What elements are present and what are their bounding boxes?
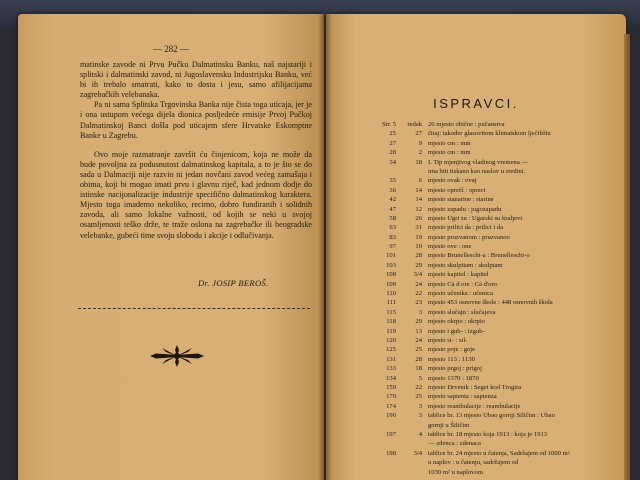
- errata-line: 3: [418, 402, 422, 410]
- errata-page: 63: [389, 224, 396, 232]
- errata-page: 47: [389, 205, 396, 213]
- author-signature: Dr. JOSIP BEROŠ.: [198, 278, 269, 288]
- errata-row: [362, 411, 620, 430]
- errata-page: 174: [386, 402, 396, 410]
- errata-correction: mjesto učenika : učenica: [428, 290, 493, 298]
- errata-line: 23: [415, 299, 422, 307]
- errata-correction: mjesto okrpo : okrpio: [428, 318, 485, 326]
- errata-line: 2: [418, 149, 422, 157]
- errata-row: [362, 242, 620, 251]
- ornament-icon: [146, 344, 208, 368]
- errata-page: 115: [386, 308, 396, 316]
- errata-correction: mjesto Brunelleschi-a : Brunelleschi-o: [428, 252, 530, 260]
- errata-correction: mjesto i gub- : izgub-: [428, 327, 485, 335]
- errata-correction: mjesto prgoj : prigoj: [428, 365, 482, 373]
- paragraph: matinske zavode ni Prvu Pučku Dalmatinsku Banku, naš najstariji i splitski i dalmatinski zavod, ni Jugoslavensku Industrijsku Banku, već bi ih trebalo smatrati, kako to dosta i jesu, samo afilijacijama zagrebačkih velebanaka.: [80, 60, 312, 100]
- errata-line: 25: [415, 393, 422, 401]
- errata-row: [362, 402, 620, 411]
- errata-row: [362, 308, 620, 317]
- errata-line: 29: [415, 261, 422, 269]
- errata-row: [362, 261, 620, 270]
- errata-page: 103: [386, 261, 396, 269]
- errata-row: [362, 280, 620, 289]
- errata-line: 27: [415, 130, 422, 138]
- errata-row: [362, 223, 620, 232]
- errata-page: 101: [386, 252, 396, 260]
- errata-row: [362, 430, 620, 449]
- errata-correction: tablice br. 18 mjesto koja 1913 : koja je 1913 — zdenca : zdenaca: [428, 430, 548, 448]
- errata-correction: mjesto cm : mm: [428, 139, 471, 147]
- errata-list: [362, 120, 620, 477]
- errata-line: 22: [415, 290, 422, 298]
- errata-correction: mjesto Cà d ore : Cà d'oro: [428, 280, 497, 288]
- errata-row: [362, 392, 620, 401]
- errata-page: Str. 5: [382, 121, 396, 128]
- left-page-body: [80, 60, 312, 241]
- page-number: — 282 —: [153, 44, 189, 54]
- errata-correction: mjesto 453 osnovne škole : 448 osnovnih škola: [428, 299, 553, 307]
- errata-page: 58: [389, 214, 396, 222]
- errata-page: 35: [389, 177, 396, 185]
- errata-correction: mjesto stanarine : starine: [428, 196, 494, 204]
- errata-line: 9: [418, 139, 422, 147]
- errata-page: 133: [386, 365, 396, 373]
- errata-row: [362, 374, 620, 383]
- errata-page: 42: [389, 196, 396, 204]
- errata-correction: čitaj: također glasovitom klimatskom lječilištu: [428, 130, 551, 138]
- errata-page: 170: [386, 393, 396, 401]
- errata-line: 5: [418, 374, 422, 382]
- errata-row: [362, 449, 620, 477]
- errata-page: 25: [389, 130, 396, 138]
- errata-row: [362, 383, 620, 392]
- errata-line: 18: [415, 365, 422, 373]
- errata-page: 119: [386, 327, 396, 335]
- errata-correction: mjesto ove : one: [428, 243, 472, 251]
- errata-row: [362, 158, 620, 177]
- errata-row: [362, 289, 620, 298]
- left-page: [18, 14, 324, 480]
- errata-page: 109: [386, 280, 396, 288]
- errata-correction: I. Tip mjenjivog vladinog vremena — ima biti tiskano kao naslov u sredini.: [428, 158, 528, 175]
- errata-correction: mjesto si- : sil-: [428, 337, 468, 344]
- errata-row: [362, 270, 620, 279]
- errata-row: [362, 355, 620, 364]
- errata-row: [362, 176, 620, 185]
- errata-page: 28: [389, 149, 396, 157]
- errata-row: [362, 148, 620, 157]
- errata-correction: mjesto skulpitam : skulptam: [428, 261, 503, 269]
- errata-page: 111: [386, 299, 396, 307]
- errata-correction: tablice br. 13 mjesto Ubao gornji Siličim : Ubao gornji u Šiličim: [428, 412, 555, 429]
- book-gutter: [318, 14, 332, 480]
- errata-page: 120: [386, 337, 396, 344]
- errata-line: 6: [418, 177, 422, 185]
- errata-line: 24: [415, 280, 422, 288]
- errata-correction: mjesto ovak : ovaj: [428, 177, 477, 185]
- errata-title: ISPRAVCI.: [433, 96, 519, 111]
- errata-page: 159: [386, 383, 396, 391]
- errata-row: [362, 317, 620, 326]
- errata-row: [362, 186, 620, 195]
- errata-line: 3/4: [413, 449, 422, 457]
- errata-line: 31: [415, 224, 422, 232]
- errata-row: [362, 336, 620, 345]
- errata-line: 26: [415, 214, 422, 222]
- errata-row: [362, 251, 620, 260]
- errata-correction: mjesto pruzvanom : pruzvanoo: [428, 233, 510, 241]
- errata-correction: mjesto 113 : 1130: [428, 355, 475, 363]
- errata-line: 12: [415, 205, 422, 213]
- errata-correction: mjesto Ugri su : Ugarski su kraljevi: [428, 214, 523, 222]
- errata-line: 14: [415, 186, 422, 194]
- errata-correction: 26 mjesto obične : pučanstva: [428, 121, 505, 128]
- errata-page: 134: [386, 374, 396, 382]
- errata-page: 198: [386, 449, 396, 457]
- errata-line: 28: [415, 252, 422, 260]
- errata-page: 125: [386, 346, 396, 354]
- errata-page: 197: [386, 430, 396, 438]
- errata-row: [362, 364, 620, 373]
- open-book: [18, 14, 630, 480]
- errata-page: 83: [389, 233, 396, 241]
- errata-correction: tablice br. 24 mjesto u čatenja, Sadržajem od 1000 m² u naplov : u čatenju, sadržajem od 1030 m² u naplovom: [428, 449, 570, 476]
- errata-line: 24: [415, 337, 422, 344]
- errata-correction: mjesto slučajn : slučajeva: [428, 308, 496, 316]
- errata-line: 4: [418, 430, 422, 438]
- errata-row: [362, 327, 620, 336]
- errata-row: [362, 214, 620, 223]
- errata-correction: mjesto kapitol : kapitel: [428, 271, 489, 279]
- errata-line: 18: [415, 158, 422, 166]
- errata-row: [362, 233, 620, 242]
- errata-line: 3: [418, 308, 422, 316]
- errata-page: 97: [389, 243, 396, 251]
- errata-correction: mjesto Drvenik : Seget kod Trogira: [428, 383, 522, 391]
- page-edge: [624, 34, 630, 480]
- errata-page: 110: [386, 290, 396, 298]
- errata-row: [362, 139, 620, 148]
- errata-page: 131: [386, 355, 396, 363]
- errata-correction: mjesto reambulacije : reambulacije: [428, 402, 521, 410]
- errata-page: 118: [386, 318, 396, 326]
- errata-row: [362, 345, 620, 354]
- paragraph: Ovo moje razmatranje završit ću činjenicom, koja ne može da bude povoljna za podusnutost dalmatinskog kapitala, a to je što se do sada u Dalmaciji nije razvio ni jedan novčani zavod većeg zamašaja i obima, koji bi mogao imati prvu i glavnu riječ, kad jednom dodje do istinske nacijonalizacije industrije specifično dalmatinskog karaktera. Mjesto toga imademo nekoliko, recimo, dobro fundiranih i solidnih zavoda, ali samo lokalne važnosti, od kojih se neki u svojoj osamljenosti teško drže, te traže oslona na zagrebačke ili beogradske velebanke, gubeći time svoju slobodu i akcije i odlučivanja.: [80, 149, 312, 240]
- errata-row: [362, 195, 620, 204]
- errata-row: [362, 205, 620, 214]
- errata-correction: mjesto oprečí : oprect: [428, 186, 486, 194]
- errata-line: redak: [407, 121, 422, 128]
- errata-line: 13: [415, 327, 422, 335]
- errata-page: 36: [389, 186, 396, 194]
- errata-line: 29: [415, 318, 422, 326]
- errata-row: [362, 129, 620, 138]
- errata-correction: mjesto poje : goje: [428, 346, 476, 354]
- errata-line: 14: [415, 196, 422, 204]
- divider-rule: [78, 308, 310, 309]
- errata-line: 3/4: [413, 271, 422, 279]
- errata-page: 190: [386, 412, 396, 420]
- errata-line: 3: [418, 412, 422, 420]
- errata-page: 27: [389, 139, 396, 147]
- errata-line: 22: [415, 383, 422, 391]
- errata-line: 28: [415, 355, 422, 363]
- errata-page: 108: [386, 271, 396, 279]
- errata-page: 34: [389, 158, 396, 166]
- errata-row: [362, 298, 620, 307]
- paragraph: Pa ni sama Splitska Trgovinska Banka nije čista toga uticaja, jer je i ona ustupom većega dijela dionica posljedeće emisije Prvoj Pučkoj Dalmatinskoj Banci došla pod uticajem sfere Hrvatske Eskomptne Banke u Zagrebu.: [80, 100, 312, 140]
- errata-line: 10: [415, 243, 422, 251]
- errata-line: 25: [415, 346, 422, 354]
- right-page: [326, 14, 626, 480]
- errata-correction: mjesto sapienta : sapienza: [428, 393, 497, 401]
- errata-row: [362, 120, 620, 129]
- errata-correction: mjesto prilici da : prilici i da: [428, 224, 504, 232]
- errata-correction: mjesto cm : mm: [428, 149, 471, 157]
- errata-correction: mjesto 1370 : 1870: [428, 374, 479, 382]
- errata-correction: mjesto zapadu : jugozapadu: [428, 205, 502, 213]
- errata-line: 19: [415, 233, 422, 241]
